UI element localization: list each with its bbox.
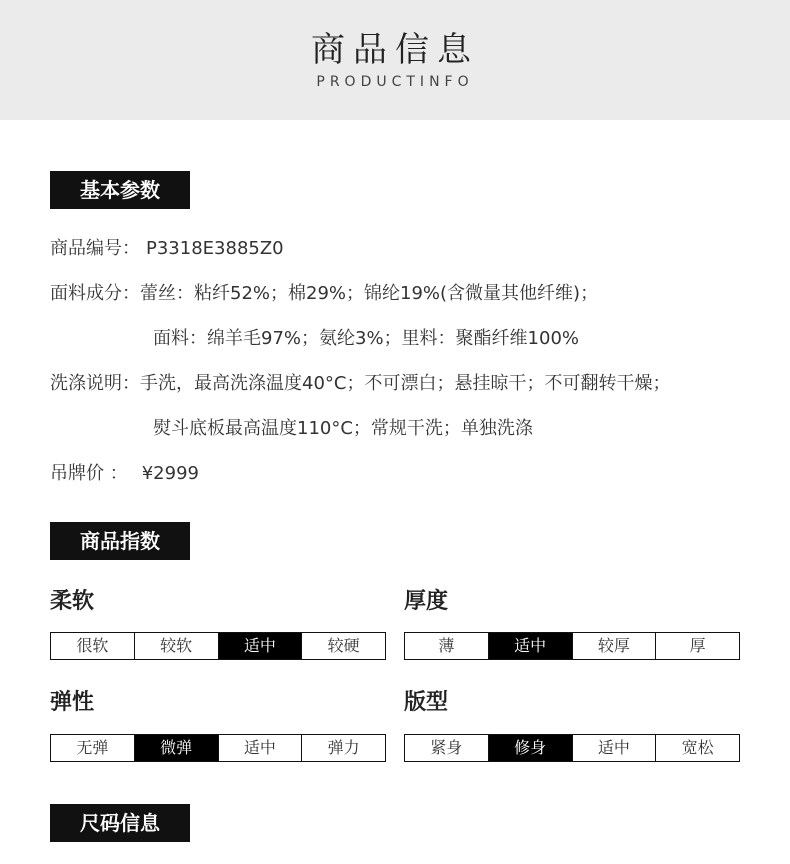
- softness-scale: [50, 632, 386, 660]
- elasticity-option: 微弹: [135, 735, 219, 761]
- thickness-option: 适中: [489, 633, 573, 659]
- fit-option: 宽松: [681, 738, 714, 757]
- thickness-option: 厚: [689, 636, 706, 655]
- header-subtitle: PRODUCTINFO: [316, 74, 474, 90]
- fabric-label: 面料成分：: [50, 283, 140, 304]
- product-code-row: [50, 236, 284, 262]
- softness-option: 很软: [51, 633, 135, 659]
- wash-line-1: 手洗，最高洗涤温度40°C；不可漂白；悬挂晾干；不可翻转干燥；: [140, 373, 671, 394]
- softness-title: 柔软: [50, 589, 95, 614]
- fit-option: 修身: [489, 735, 573, 761]
- fabric-row: [50, 281, 598, 307]
- elasticity-option: 适中: [219, 735, 303, 761]
- product-code-value: P3318E3885Z0: [146, 238, 284, 259]
- elasticity-option: 弹力: [327, 738, 360, 757]
- thickness-scale: [404, 632, 740, 660]
- wash-line-2: 熨斗底板最高温度110°C；常规干洗；单独洗涤: [153, 418, 533, 439]
- softness-option: 较硬: [327, 636, 360, 655]
- wash-row: [50, 371, 670, 397]
- thickness-option: 较厚: [573, 633, 657, 659]
- softness-option: 较软: [135, 633, 219, 659]
- section-label-index: 商品指数: [50, 522, 190, 560]
- thickness-option: 薄: [405, 633, 489, 659]
- price-row: [50, 461, 199, 487]
- fit-scale: [404, 734, 740, 762]
- product-info-header: [0, 0, 790, 120]
- elasticity-scale: [50, 734, 386, 762]
- product-code-label: 商品编号：: [50, 238, 140, 259]
- fit-title: 版型: [404, 690, 449, 715]
- header-title: 商品信息: [311, 30, 479, 70]
- fit-option: 紧身: [405, 735, 489, 761]
- elasticity-title: 弹性: [50, 690, 95, 715]
- fit-option: 适中: [573, 735, 657, 761]
- fabric-line-1: 蕾丝：粘纤52%；棉29%；锦纶19%(含微量其他纤维)；: [140, 283, 599, 304]
- softness-option: 适中: [219, 633, 303, 659]
- fabric-line-2: 面料：绵羊毛97%；氨纶3%；里料：聚酯纤维100%: [153, 328, 580, 349]
- price-label: 吊牌价 ：: [50, 463, 128, 484]
- section-label-size: 尺码信息: [50, 804, 190, 842]
- price-value: ¥2999: [141, 463, 199, 484]
- thickness-title: 厚度: [404, 589, 449, 614]
- section-label-basic: 基本参数: [50, 171, 190, 209]
- wash-label: 洗涤说明：: [50, 373, 140, 394]
- elasticity-option: 无弹: [51, 735, 135, 761]
